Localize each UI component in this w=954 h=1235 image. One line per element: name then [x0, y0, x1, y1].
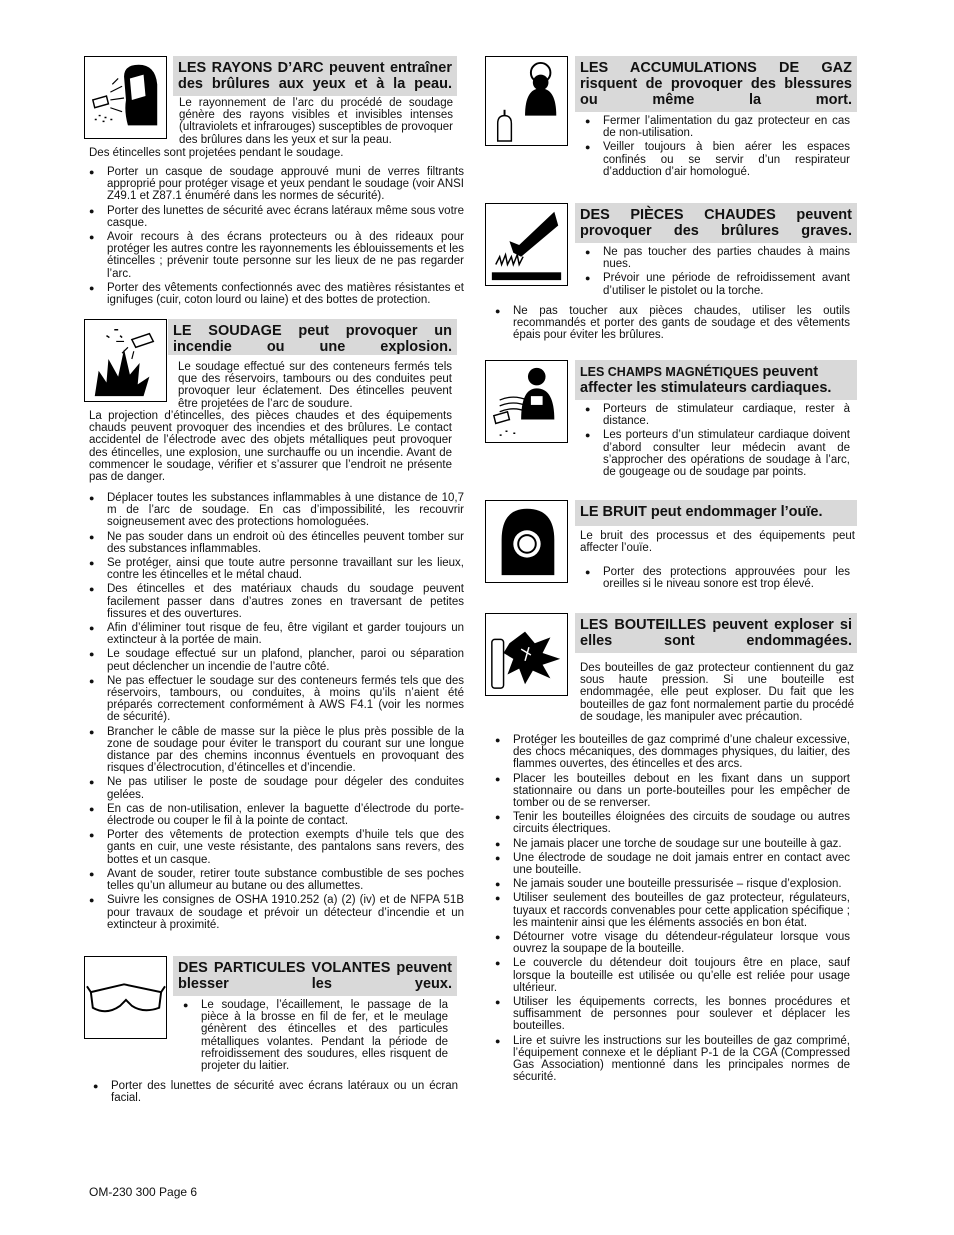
hot-parts-bullet-list [495, 305, 850, 344]
safety-glasses-icon [84, 956, 167, 1039]
list-item: ● Prévoir une période de refroidissement avant d’utiliser le pistolet ou la torche. [585, 272, 850, 296]
list-item: ● Les porteurs d’un stimulateur cardiaque doivent d’abord consulter leur médecin avant de s’approcher des opérations de soudage à l’arc, de gougeage ou de soudage par points. [585, 429, 850, 478]
hand-hot-surface-icon [485, 203, 568, 286]
list-item: ● Porter un casque de soudage approuvé muni de verres filtrants approprié pour protéger visage et yeux pendant le soudage (voir ANSI Z49.1 et Z87.1 énuméré dans les normes de sécurité). [89, 166, 464, 203]
list-item: ● Ne jamais souder une bouteille pressurisée – risque d’explosion. [495, 878, 850, 890]
list-item: ● En cas de non-utilisation, enlever la baguette d’électrode du porte-électrode ou couper le fil à la pointe de contact. [89, 803, 464, 827]
magnetic-fields-title-rest: peuvent affecter les stimulateurs cardiaques. [580, 364, 832, 396]
exploding-cylinder-icon [485, 613, 568, 696]
list-item: ● Placer les bouteilles debout en les fixant dans un support stationnaire ou dans un porte-bouteilles pour les empêcher de tomber ou de se renverser. [495, 773, 850, 810]
noise-bullet-list [585, 566, 850, 592]
list-item: ● Utiliser seulement des bouteilles de gaz protecteur, régulateurs, tuyaux et raccords convenables pour cette application spécifique ; les maintenir ainsi que les éléments associés en bon état. [495, 892, 850, 929]
list-item: ● Des étincelles et des matériaux chauds du soudage peuvent facilement passer dans d’autres zones en traversant de petites fissures et des ouvertures. [89, 583, 464, 620]
list-item: ● Porter des vêtements confectionnés avec des matières résistantes et ignifuges (cuir, coton lourd ou laine) et des bottes de protection. [89, 282, 464, 306]
hot-parts-title: DES PIÈCES CHAUDES peuvent provoquer des brûlures graves. [575, 203, 857, 243]
list-item: ● Porter des lunettes de sécurité avec écrans latéraux même sous votre casque. [89, 205, 464, 229]
list-item: ● Ne jamais placer une torche de soudage sur une bouteille à gaz. [495, 838, 850, 850]
list-item: ● Ne pas effectuer le soudage sur des conteneurs fermés tels que des réservoirs, tambours, ou conduites, à moins qu’ils n’aient été préparés correctement conformément à AWS F4.1 (voir les normes de sécurité). [89, 675, 464, 724]
list-item: ● Ne pas toucher des parties chaudes à mains nues. [585, 246, 850, 270]
list-item: ● Avant de souder, retirer toute substance combustible de ses poches telles qu’un allumeur au butane ou des allumettes. [89, 868, 464, 892]
list-item: ● Tenir les bouteilles éloignées des circuits de soudage ou autres circuits électriques. [495, 811, 850, 835]
fire-explosion-intro-continued: La projection d’étincelles, des pièces chaudes et des équipements chauds peuvent provoquer des incendies et des brûlures. Le contact accidentel de l’électrode avec des objets métalliques peut provoquer des étincelles, une explosion, une surchauffe ou un incendie. Avant de commencer le soudage, vérifier et s’assurer que l’endroit ne présente pas de danger. [89, 410, 452, 484]
list-item: ● Le soudage, l’écaillement, le passage de la pièce à la brosse en fil de fer, et le meulage génèrent des étincelles et des particules métalliques volantes. Pendant la période de refroidissement des soudures, elles risquent de projeter du laitier. [183, 999, 448, 1072]
noise-title: LE BRUIT peut endommager l’ouïe. [575, 500, 857, 526]
arc-rays-title: LES RAYONS D’ARC peuvent entraîner des brûlures aux yeux et à la peau. [173, 56, 457, 96]
list-item: ● Protéger les bouteilles de gaz comprimé d’une chaleur excessive, des chocs mécaniques, des dommages physiques, du laitier, des flammes ouvertes, des étincelles et des arcs. [495, 734, 850, 771]
magnetic-fields-bullet-list [585, 403, 850, 480]
list-item: ● Porter des vêtements de protection exempts d’huile tels que des gants en cuir, une veste résistante, des pantalons sans revers, des bottes et un casque. [89, 829, 464, 866]
fire-explosion-bullet-list [89, 492, 464, 933]
flying-particles-bullet-list [93, 1080, 458, 1106]
gas-person-cylinder-icon [485, 56, 568, 146]
ear-protection-icon [485, 500, 568, 583]
list-item: ● Fermer l’alimentation du gaz protecteur en cas de non-utilisation. [585, 115, 850, 139]
list-item: ● Déplacer toutes les substances inflammables à une distance de 10,7 m de l’arc de soudage. En cas d’impossibilité, les recouvrir soigneusement avec des protections homologuées. [89, 492, 464, 529]
cylinders-intro: Des bouteilles de gaz protecteur contiennent du gaz sous haute pression. Si une bouteille est endommagée, elle peut exploser. Du fait que les bouteilles de gaz font normalement partie du procédé de soudage, les manipuler avec précaution. [580, 662, 854, 723]
list-item: ● Avoir recours à des écrans protecteurs ou à des rideaux pour protéger les autres contre les rayonnements les éblouissements et les étincelles ; prévenir toute personne sur les lieux de ne pas regarder l’arc. [89, 231, 464, 280]
list-item: ● Le soudage effectué sur un plafond, plancher, paroi ou séparation peut déclencher un incendie de l’autre côté. [89, 648, 464, 672]
right-column [477, 0, 954, 1235]
flying-particles-inner-list [183, 999, 448, 1074]
gas-buildup-bullet-list [585, 115, 850, 180]
list-item: ● Suivre les consignes de OSHA 1910.252 (a) (2) (iv) et de NFPA 51B pour travaux de soudage et prévoir un détecteur d’incendie et un extincteur à proximité. [89, 894, 464, 931]
list-item: ● Porter des lunettes de sécurité avec écrans latéraux ou un écran facial. [93, 1080, 458, 1104]
list-item: ● Porteurs de stimulateur cardiaque, rester à distance. [585, 403, 850, 427]
list-item: ● Ne pas souder dans un endroit où des étincelles peuvent tomber sur des substances inflammables. [89, 531, 464, 555]
magnetic-fields-title [575, 360, 857, 400]
page-footer: OM-230 300 Page 6 [89, 1185, 198, 1199]
noise-intro: Le bruit des processus et des équipements peut affecter l’ouïe. [580, 530, 855, 555]
list-item: ● Ne pas toucher aux pièces chaudes, utiliser les outils recommandés et porter des gants de soudage et des vêtements épais pour éviter les brûlures. [495, 305, 850, 342]
welding-helmet-arc-rays-icon [84, 56, 167, 139]
cylinders-title: LES BOUTEILLES peuvent exploser si elles sont endommagées. [575, 613, 857, 653]
gas-buildup-title: LES ACCUMULATIONS DE GAZ risquent de provoquer des blessures ou même la mort. [575, 56, 857, 112]
list-item: ● Se protéger, ainsi que toute autre personne travaillant sur les lieux, contre les étincelles et le métal chaud. [89, 557, 464, 581]
flying-particles-title: DES PARTICULES VOLANTES peuvent blesser les yeux. [173, 956, 457, 996]
list-item: ● Afin d’éliminer tout risque de feu, être vigilant et garder toujours un extincteur à la portée de main. [89, 622, 464, 646]
arc-rays-intro-continued: Des étincelles sont projetées pendant le soudage. [89, 147, 344, 159]
arc-rays-intro: Le rayonnement de l’arc du procédé de soudage génère des rayons visibles et invisibles intenses (ultraviolets et infrarouges) susceptibles de provoquer des brûlures dans les yeux et sur la peau. [179, 97, 453, 146]
list-item: ● Brancher le câble de masse sur la pièce le plus près possible de la zone de soudage pour éviter le transport du courant sur une longue distance par des chemins inconnus éventuels en provoquant des risques d’électrocution, d’étincelles et d’incendie. [89, 726, 464, 775]
list-item: ● Lire et suivre les instructions sur les bouteilles de gaz comprimé, l’équipement connexe et le dépliant P-1 de la CGA (Compressed Gas Association) mentionné dans les principales normes de sécurité. [495, 1035, 850, 1084]
explosion-fire-icon [84, 319, 167, 402]
list-item: ● Une électrode de soudage ne doit jamais entrer en contact avec une bouteille. [495, 852, 850, 876]
magnetic-fields-title-lead: LES CHAMPS MAGNÉTIQUES [580, 365, 759, 379]
fire-explosion-intro: Le soudage effectué sur des conteneurs fermés tels que des réservoirs, tambours ou des conduites peut provoquer leur éclatement. Des étincelles peuvent être projetées de l’arc de soudure. [178, 361, 452, 410]
list-item: ● Porter des protections approuvées pour les oreilles si le niveau sonore est trop élevé. [585, 566, 850, 590]
list-item: ● Veiller toujours à bien aérer les espaces confinés ou se servir d’un respirateur d’adduction d’air homologué. [585, 141, 850, 178]
list-item: ● Détourner votre visage du détendeur-régulateur lorsque vous ouvrez la soupape de la bouteille. [495, 931, 850, 955]
fire-explosion-title: LE SOUDAGE peut provoquer un incendie ou une explosion. [168, 319, 457, 355]
hot-parts-inner-list [585, 246, 850, 299]
arc-rays-bullet-list [89, 166, 464, 308]
list-item: ● Le couvercle du détendeur doit toujours être en place, sauf lorsque la bouteille est utilisée ou qu’elle est reliée pour usage ultérieur. [495, 957, 850, 994]
list-item: ● Utiliser les équipements corrects, les bonnes procédures et suffisamment de personnes pour soulever et déplacer les bouteilles. [495, 996, 850, 1033]
cylinders-bullet-list [495, 734, 850, 1085]
list-item: ● Ne pas utiliser le poste de soudage pour dégeler des conduites gelées. [89, 776, 464, 800]
pacemaker-magnetic-field-icon [485, 360, 568, 443]
